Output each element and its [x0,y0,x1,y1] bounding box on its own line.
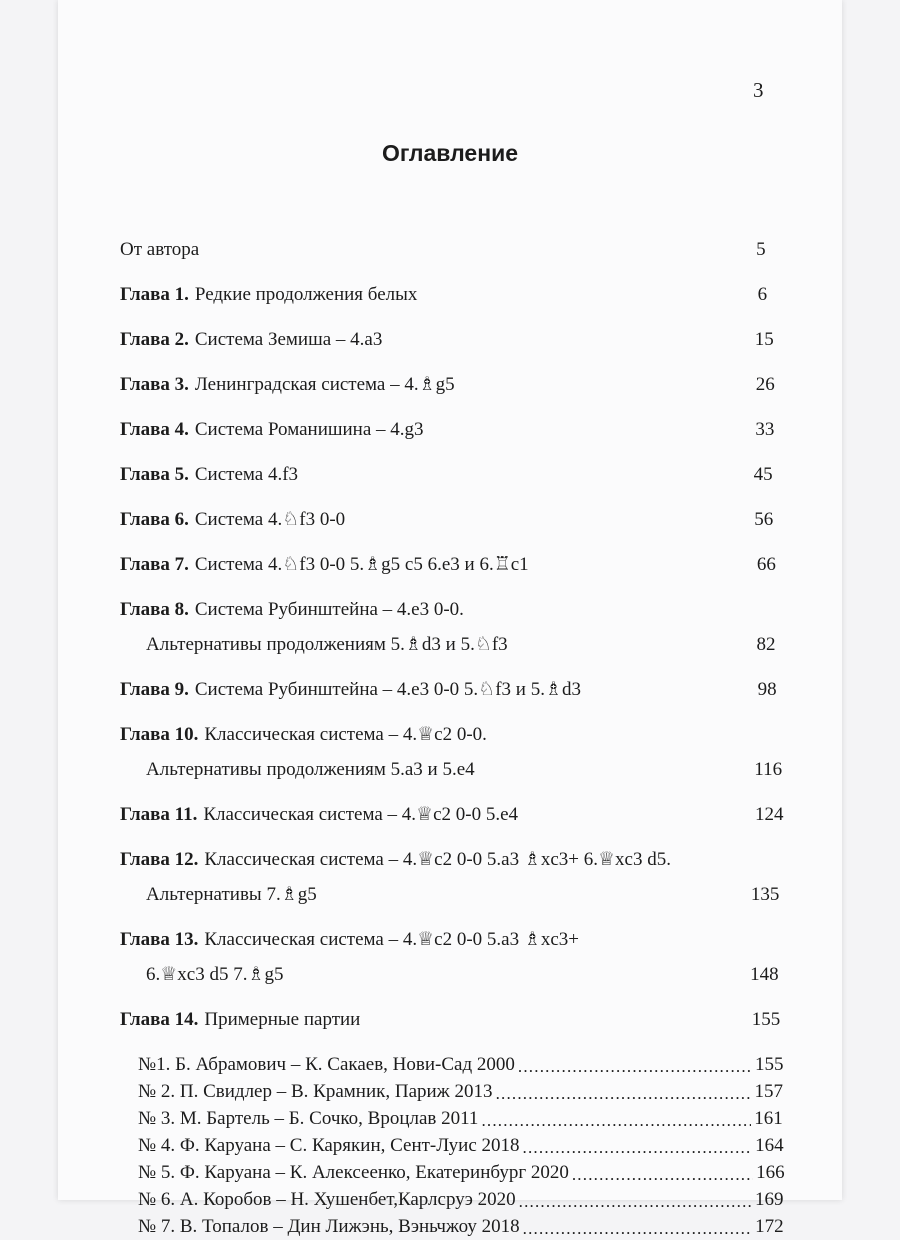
game-title: №1. Б. Абрамович – К. Сакаев, Нови-Сад 2000 [138,1054,515,1075]
dot-leader [532,553,754,572]
chapter-title: Система 4.♘f3 0-0 [194,509,346,530]
entry-gap [120,267,760,277]
toc-entry-line [120,877,780,912]
dot-leader [523,1215,752,1234]
toc-entry-line [120,322,774,357]
chapter-title: Система Рубинштейна – 4.e3 0-0 5.♘f3 и 5.♗d3 [194,679,581,700]
toc-entry-line [120,752,783,787]
chapter-label: Глава 9. [120,679,189,700]
entry-gap [120,912,760,922]
chapter-label: Глава 1. [120,284,189,305]
dot-leader [363,1008,748,1027]
toc-entry-line [120,627,776,662]
toc-entry-line [120,797,784,832]
page-ref: 172 [755,1216,784,1237]
dot-leader [523,1134,753,1153]
chapter-label: Глава 11. [120,804,198,825]
page-ref: 124 [755,804,784,825]
page-ref: 161 [754,1108,783,1129]
game-title: № 3. М. Бартель – Б. Сочко, Вроцлав 2011 [138,1108,479,1129]
dot-leader [385,328,751,347]
page-ref: 6 [757,284,768,305]
page-ref: 157 [754,1081,784,1102]
page-ref: 116 [754,759,783,780]
chapter-title: Классическая система – 4.♕c2 0-0 5.e4 [203,804,519,825]
table-of-contents [120,232,785,1240]
game-entry [120,1051,784,1078]
chapter-label: Глава 3. [120,374,189,395]
chapter-label: Глава 8. [120,599,189,620]
chapter-title: Альтернативы продолжениям 5.a3 и 5.e4 [146,759,475,780]
entry-gap [120,582,760,592]
dot-leader [496,1080,752,1099]
entry-gap [120,312,760,322]
chapter-label: Глава 10. [120,724,199,745]
chapter-title: Альтернативы продолжениям 5.♗d3 и 5.♘f3 [146,634,508,655]
page-ref: 169 [755,1189,784,1210]
toc-entry-line [120,957,779,992]
entry-gap [120,357,760,367]
entry-gap [120,402,760,412]
chapter-title: Классическая система – 4.♕c2 0-0 5.a3 ♗xc3+ [204,929,580,950]
dot-leader [420,283,754,302]
chapter-title: Ленинградская система – 4.♗g5 [194,374,455,395]
chapter-title: Классическая система – 4.♕c2 0-0. [204,724,487,745]
game-entry [120,1132,784,1159]
page-ref: 45 [753,464,773,485]
entry-gap [120,992,760,1002]
dot-leader [287,963,748,982]
toc-entry-line [120,367,775,402]
chapter-label: Глава 14. [120,1009,199,1030]
page-ref: 155 [754,1054,784,1075]
page-ref: 98 [757,679,777,700]
dot-leader [202,238,753,257]
chapter-title: Примерные партии [204,1009,361,1030]
entry-gap [120,537,760,547]
page-ref: 66 [756,554,776,575]
page-ref: 56 [754,509,774,530]
chapter-label: Глава 5. [120,464,189,485]
chapter-label: Глава 2. [120,329,189,350]
page-ref: 164 [755,1135,784,1156]
chapter-title: Система Земиша – 4.a3 [194,329,383,350]
toc-entry-line [120,1002,781,1037]
page-ref: 155 [751,1009,781,1030]
dot-leader [427,418,753,437]
chapter-title: От автора [120,239,200,260]
entry-gap [120,832,760,842]
dot-leader [521,803,752,822]
chapter-title: Редкие продолжения белых [194,284,418,305]
toc-entry-line [120,717,760,752]
page-number: 3 [753,78,764,102]
page-ref: 135 [750,884,780,905]
toc-entry-line [120,842,760,877]
game-title: № 5. Ф. Каруана – К. Алексеенко, Екатеринбург 2020 [138,1162,569,1183]
toc-entry-line [120,922,760,957]
page-ref: 166 [756,1162,785,1183]
chapter-title: Классическая система – 4.♕c2 0-0 5.a3 ♗xc3+ 6.♕xc3 d5. [204,849,671,870]
dot-leader [511,633,754,652]
dot-leader [458,373,753,392]
page-ref: 33 [755,419,775,440]
toc-entry-line [120,502,774,537]
dot-leader [320,883,748,902]
game-title: № 4. Ф. Каруана – С. Карякин, Сент-Луис 2018 [138,1135,520,1156]
entry-gap [120,492,760,502]
toc-entry-line [120,592,760,627]
toc-entry-line [120,547,776,582]
chapter-title: Система 4.f3 [194,464,299,485]
page-ref: 26 [755,374,775,395]
toc-entry-line [120,232,766,267]
game-entry [120,1105,783,1132]
game-title: № 7. В. Топалов – Дин Лижэнь, Вэньчжоу 2018 [138,1216,520,1237]
toc-title: Оглавление [381,140,519,166]
entry-gap [120,1037,760,1051]
toc-entry-line [120,412,775,447]
page-ref: 15 [754,329,774,350]
dot-leader [519,1188,752,1207]
dot-leader [481,1107,751,1126]
entry-gap [120,787,760,797]
chapter-title: Альтернативы 7.♗g5 [146,884,317,905]
page-ref: 5 [756,239,766,260]
game-title: № 6. А. Коробов – Н. Хушенбет,Карлсруэ 2020 [138,1189,516,1210]
toc-entry-line [120,672,777,707]
book-page [58,0,842,1237]
page-ref: 148 [750,964,779,985]
chapter-label: Глава 13. [120,929,199,950]
chapter-label: Глава 4. [120,419,189,440]
dot-leader [348,508,751,527]
dot-leader [572,1161,753,1180]
chapter-label: Глава 7. [120,554,189,575]
chapter-label: Глава 12. [120,849,199,870]
chapter-title: Система Романишина – 4.g3 [194,419,424,440]
chapter-label: Глава 6. [120,509,189,530]
entry-gap [120,662,760,672]
game-entry [120,1159,785,1186]
game-entry [120,1078,784,1105]
chapter-title: Система Рубинштейна – 4.e3 0-0. [194,599,464,620]
entry-gap [120,447,760,457]
chapter-title: Система 4.♘f3 0-0 5.♗g5 c5 6.e3 и 6.♖c1 [194,554,529,575]
dot-leader [301,463,751,482]
page-ref: 82 [756,634,776,655]
toc-entry-line [120,277,768,312]
chapter-title: 6.♕xc3 d5 7.♗g5 [146,964,284,985]
dot-leader [518,1053,752,1072]
dot-leader [478,758,752,777]
dot-leader [584,678,755,697]
game-entry [120,1213,784,1240]
entry-gap [120,707,760,717]
game-title: № 2. П. Свидлер – В. Крамник, Париж 2013 [138,1081,493,1102]
toc-entry-line [120,457,773,492]
